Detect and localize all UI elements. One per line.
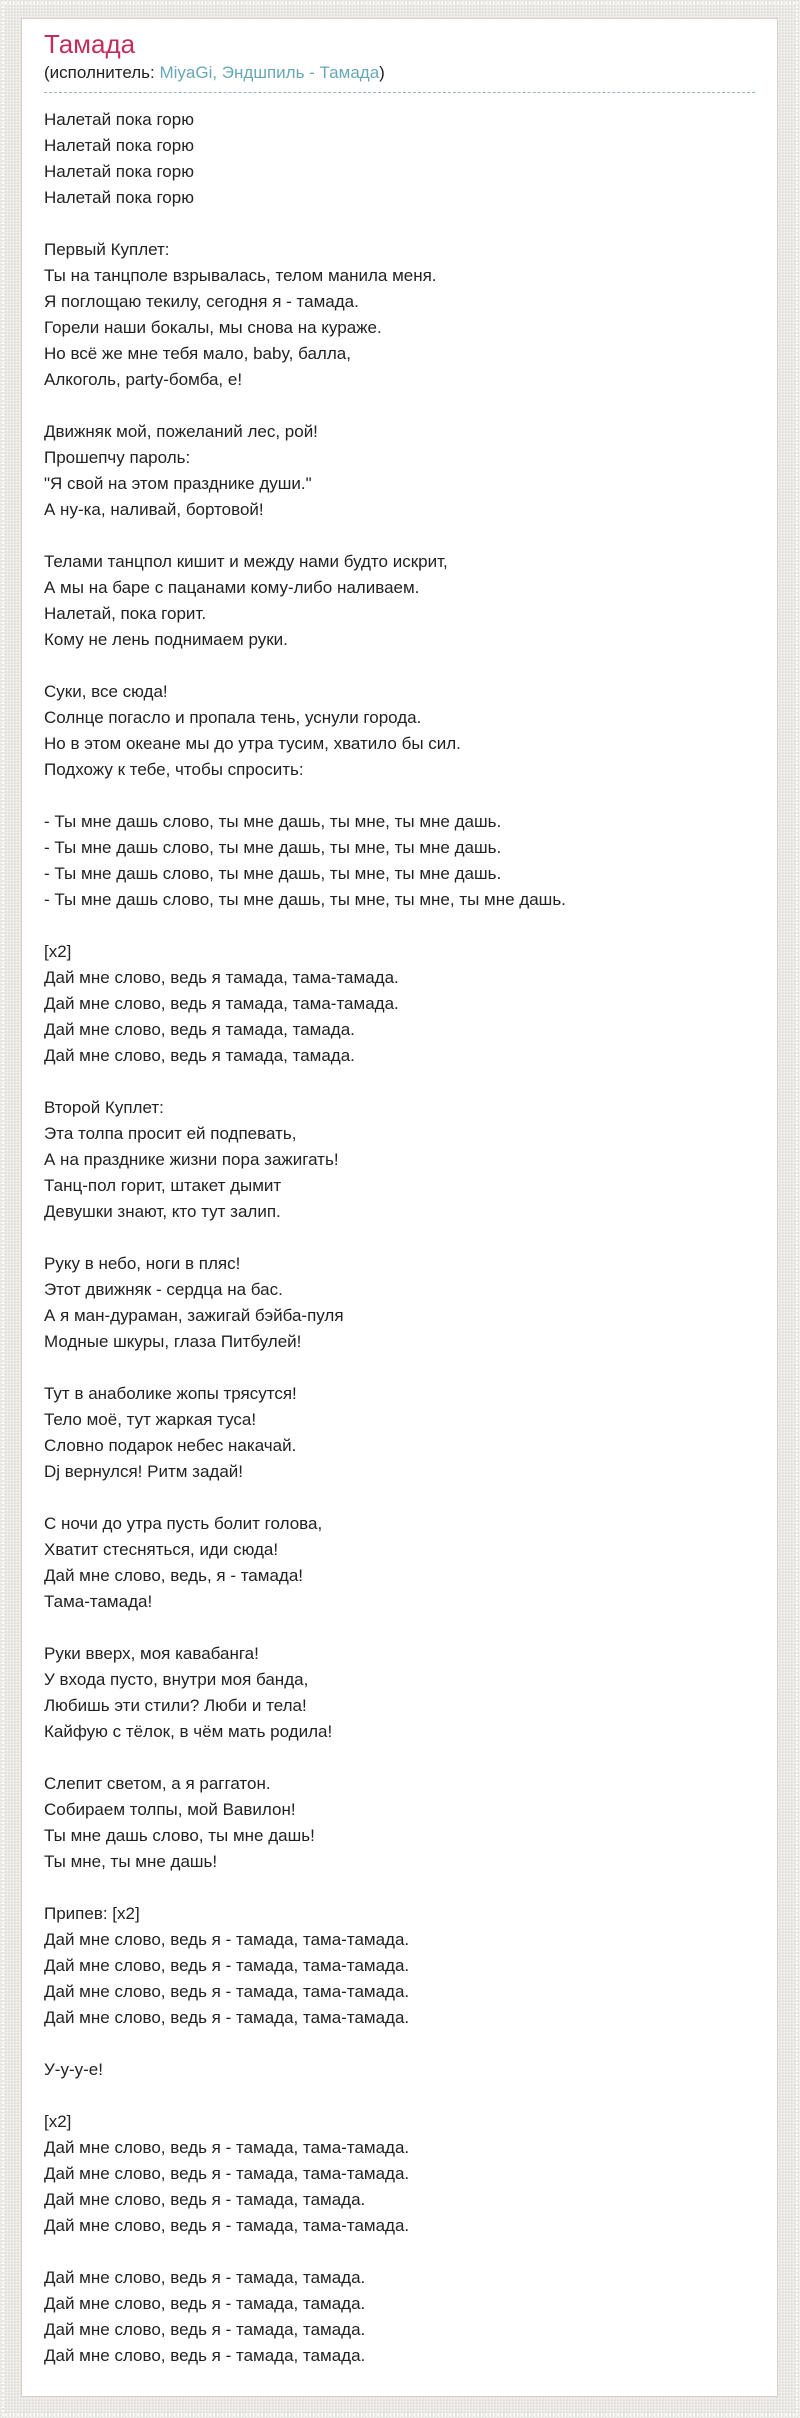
lyric-line: Дай мне слово, ведь я - тамада, тама-тамада. xyxy=(44,2008,410,2027)
lyric-line: А мы на баре с пацанами кому-либо наливаем. xyxy=(44,578,420,597)
lyrics xyxy=(44,107,755,2369)
lyric-line: - Ты мне дашь слово, ты мне дашь, ты мне, ты мне, ты мне дашь. xyxy=(44,890,566,909)
lyric-line: У входа пусто, внутри моя банда, xyxy=(44,1670,309,1689)
lyric-line: Налетай пока горю xyxy=(44,110,194,129)
lyric-line: Я поглощаю текилу, сегодня я - тамада. xyxy=(44,292,359,311)
lyric-line: Прошепчу пароль: xyxy=(44,448,191,467)
lyric-line: Модные шкуры, глаза Питбулей! xyxy=(44,1332,302,1351)
lyric-line: Алкоголь, party-бомба, е! xyxy=(44,370,243,389)
lyric-line: А на празднике жизни пора зажигать! xyxy=(44,1150,339,1169)
lyric-line: Первый Куплет: xyxy=(44,240,170,259)
lyric-line: Дай мне слово, ведь я - тамада, тамада. xyxy=(44,2190,366,2209)
subtitle-suffix: ) xyxy=(379,63,385,82)
lyric-line: Дай мне слово, ведь я - тамада, тама-тамада. xyxy=(44,1982,410,2001)
lyric-line: Слепит светом, а я раггатон. xyxy=(44,1774,271,1793)
stanza xyxy=(44,1901,755,2031)
stanza xyxy=(44,549,755,653)
lyric-line: Собираем толпы, мой Вавилон! xyxy=(44,1800,296,1819)
stanza xyxy=(44,1771,755,1875)
lyric-line: Хватит стесняться, иди сюда! xyxy=(44,1540,279,1559)
stanza xyxy=(44,679,755,783)
lyric-line: Dj вернулся! Ритм задай! xyxy=(44,1462,243,1481)
lyric-line: - Ты мне дашь слово, ты мне дашь, ты мне, ты мне дашь. xyxy=(44,812,502,831)
lyric-line: Налетай пока горю xyxy=(44,162,194,181)
subtitle-prefix: (исполнитель: xyxy=(44,63,160,82)
lyric-line: Руку в небо, ноги в пляс! xyxy=(44,1254,241,1273)
lyric-line: Дай мне слово, ведь я - тамада, тама-тамада. xyxy=(44,2138,410,2157)
lyric-line: С ночи до утра пусть болит голова, xyxy=(44,1514,323,1533)
lyric-line: Но в этом океане мы до утра тусим, хватило бы сил. xyxy=(44,734,461,753)
lyric-line: Тело моё, тут жаркая туса! xyxy=(44,1410,257,1429)
lyric-line: Словно подарок небес накачай. xyxy=(44,1436,297,1455)
stanza xyxy=(44,1641,755,1745)
lyric-line: Руки вверх, моя кавабанга! xyxy=(44,1644,259,1663)
lyric-line: Второй Куплет: xyxy=(44,1098,164,1117)
lyric-line: Дай мне слово, ведь я тамада, тамада. xyxy=(44,1020,355,1039)
stanza xyxy=(44,2109,755,2239)
lyric-line: Налетай пока горю xyxy=(44,188,194,207)
lyric-line: Дай мне слово, ведь я - тамада, тамада. xyxy=(44,2268,366,2287)
lyric-line: Припев: [x2] xyxy=(44,1904,140,1923)
lyric-line: Дай мне слово, ведь я - тамада, тама-тамада. xyxy=(44,2164,410,2183)
stanza xyxy=(44,419,755,523)
lyric-line: Дай мне слово, ведь я - тамада, тама-тамада. xyxy=(44,2216,410,2235)
page-title: Тамада xyxy=(44,29,136,59)
lyric-line: Эта толпа просит ей подпевать, xyxy=(44,1124,297,1143)
lyric-line: Дай мне слово, ведь я тамада, тамада. xyxy=(44,1046,355,1065)
stanza xyxy=(44,1381,755,1485)
stanza xyxy=(44,1095,755,1225)
lyric-line: Ты мне, ты мне дашь! xyxy=(44,1852,218,1871)
lyric-line: - Ты мне дашь слово, ты мне дашь, ты мне, ты мне дашь. xyxy=(44,838,502,857)
lyric-line: Солнце погасло и пропала тень, уснули города. xyxy=(44,708,422,727)
lyric-line: [x2] xyxy=(44,942,72,961)
lyric-line: У-у-у-е! xyxy=(44,2060,103,2079)
lyric-line: Танц-пол горит, штакет дымит xyxy=(44,1176,282,1195)
stanza xyxy=(44,809,755,913)
artist-subtitle xyxy=(44,62,755,93)
lyric-line: Тут в анаболике жопы трясутся! xyxy=(44,1384,297,1403)
lyric-line: Ты мне дашь слово, ты мне дашь! xyxy=(44,1826,315,1845)
lyric-line: Налетай пока горю xyxy=(44,136,194,155)
stanza xyxy=(44,107,755,211)
lyric-line: Этот движняк - сердца на бас. xyxy=(44,1280,283,1299)
lyric-line: Дай мне слово, ведь я - тамада, тамада. xyxy=(44,2346,366,2365)
lyric-line: Движняк мой, пожеланий лес, рой! xyxy=(44,422,318,441)
lyric-line: Дай мне слово, ведь, я - тамада! xyxy=(44,1566,303,1585)
lyric-line: Налетай, пока горит. xyxy=(44,604,207,623)
lyric-line: Телами танцпол кишит и между нами будто искрит, xyxy=(44,552,448,571)
artist-link[interactable]: MiyaGi, Эндшпиль - Тамада xyxy=(159,63,380,82)
lyrics-card xyxy=(21,18,778,2397)
lyric-line: Дай мне слово, ведь я - тамада, тама-тамада. xyxy=(44,1956,410,1975)
lyric-line: Дай мне слово, ведь я - тамада, тамада. xyxy=(44,2320,366,2339)
lyric-line: Девушки знают, кто тут залип. xyxy=(44,1202,281,1221)
stanza xyxy=(44,1251,755,1355)
lyric-line: Дай мне слово, ведь я тамада, тама-тамада. xyxy=(44,968,399,987)
stanza xyxy=(44,939,755,1069)
lyric-line: Но всё же мне тебя мало, baby, балла, xyxy=(44,344,351,363)
lyric-line: Дай мне слово, ведь я - тамада, тамада. xyxy=(44,2294,366,2313)
stanza xyxy=(44,2057,755,2083)
lyric-line: А я ман-дураман, зажигай бэйба-пуля xyxy=(44,1306,344,1325)
lyric-line: [x2] xyxy=(44,2112,72,2131)
stanza xyxy=(44,1511,755,1615)
lyric-line: Подхожу к тебе, чтобы спросить: xyxy=(44,760,304,779)
lyric-line: Суки, все сюда! xyxy=(44,682,168,701)
lyric-line: Тама-тамада! xyxy=(44,1592,153,1611)
lyric-line: "Я свой на этом празднике души." xyxy=(44,474,312,493)
lyric-line: - Ты мне дашь слово, ты мне дашь, ты мне, ты мне дашь. xyxy=(44,864,502,883)
lyric-line: Дай мне слово, ведь я тамада, тама-тамада. xyxy=(44,994,399,1013)
stanza xyxy=(44,237,755,393)
stanza xyxy=(44,2265,755,2369)
lyric-line: Дай мне слово, ведь я - тамада, тама-тамада. xyxy=(44,1930,410,1949)
lyric-line: Любишь эти стили? Люби и тела! xyxy=(44,1696,307,1715)
lyric-line: Кому не лень поднимаем руки. xyxy=(44,630,288,649)
lyric-line: Горели наши бокалы, мы снова на кураже. xyxy=(44,318,382,337)
lyric-line: Кайфую с тёлок, в чём мать родила! xyxy=(44,1722,333,1741)
lyric-line: А ну-ка, наливай, бортовой! xyxy=(44,500,264,519)
lyric-line: Ты на танцполе взрывалась, телом манила меня. xyxy=(44,266,437,285)
